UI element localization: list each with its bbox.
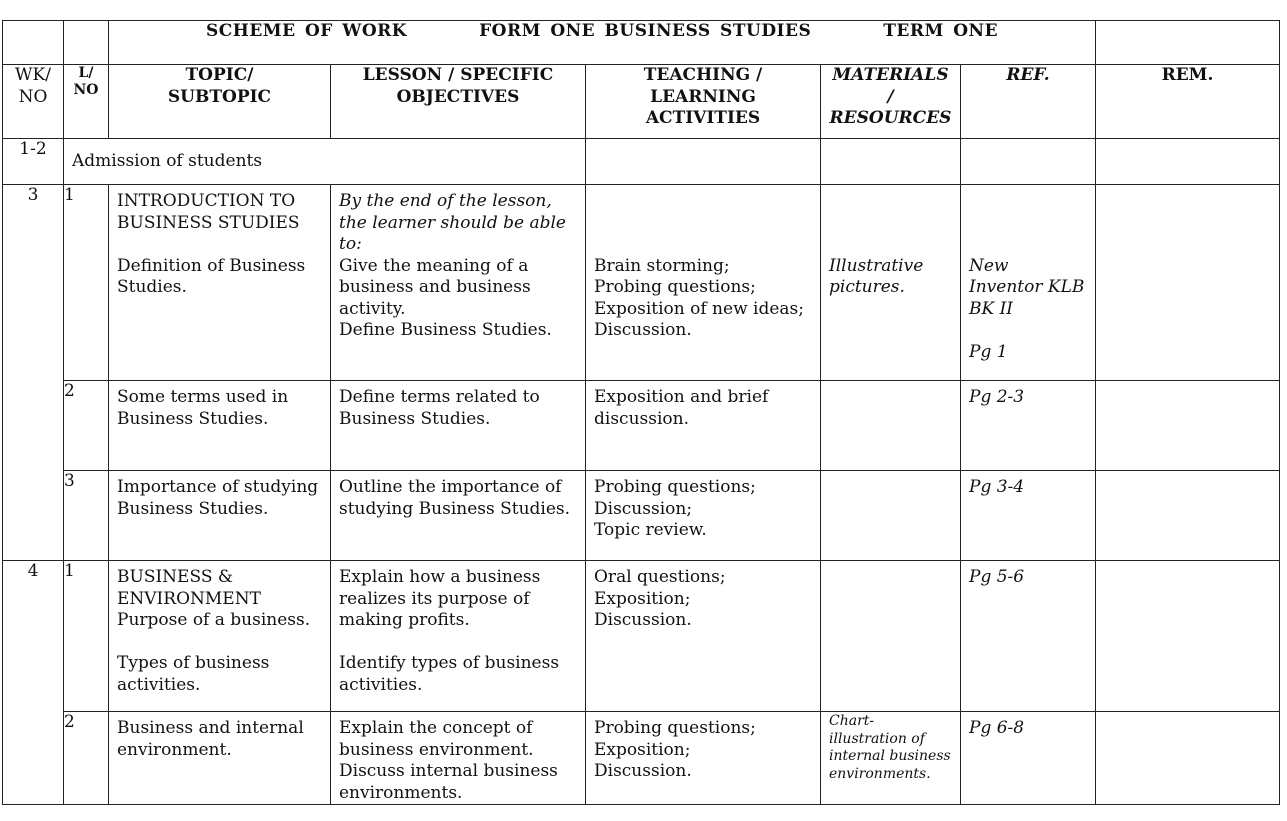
title-row: [3, 21, 1280, 65]
document-title: [109, 21, 1096, 65]
materials-cell: [821, 381, 961, 471]
header-activities: TEACHING / LEARNING ACTIVITIES: [586, 65, 821, 139]
week-number: 4: [3, 561, 64, 805]
ref-cell: Pg 6-8: [961, 712, 1096, 805]
lesson-number: 1: [64, 185, 109, 381]
week-number: 1-2: [3, 139, 64, 185]
table-row: [3, 561, 1280, 712]
topic-cell: BUSINESS & ENVIRONMENT Purpose of a business. Types of business activities.: [109, 561, 331, 712]
remarks-cell: [1096, 381, 1280, 471]
lesson-number: 2: [64, 381, 109, 471]
activities-cell: Probing questions; Discussion; Topic review.: [586, 471, 821, 561]
objectives-cell: Explain how a business realizes its purpose of making profits. Identify types of business activities.: [331, 561, 586, 712]
header-topic: TOPIC/ SUBTOPIC: [109, 65, 331, 139]
week-number: 3: [3, 185, 64, 561]
ref-cell: Pg 3-4: [961, 471, 1096, 561]
activities-cell: Probing questions; Exposition; Discussion.: [586, 712, 821, 805]
title-term: TERM ONE: [883, 21, 999, 41]
materials-cell: Chart- illustration of internal business environments.: [821, 712, 961, 805]
lesson-number: 3: [64, 471, 109, 561]
objectives-cell: Define terms related to Business Studies.: [331, 381, 586, 471]
materials-cell: [821, 471, 961, 561]
ref-cell: Pg 5-6: [961, 561, 1096, 712]
table-row: [3, 381, 1280, 471]
table-row: [3, 712, 1280, 805]
header-row: [3, 65, 1280, 139]
header-objectives: LESSON / SPECIFIC OBJECTIVES: [331, 65, 586, 139]
header-week: WK/ NO: [3, 65, 64, 139]
table-row: [3, 471, 1280, 561]
header-lesson: L/ NO: [64, 65, 109, 139]
title-form: FORM ONE BUSINESS STUDIES: [479, 21, 812, 41]
materials-cell: Illustrative pictures.: [821, 185, 961, 381]
header-rem: REM.: [1096, 65, 1280, 139]
objectives-cell: Explain the concept of business environment. Discuss internal business environments.: [331, 712, 586, 805]
topic-cell: Business and internal environment.: [109, 712, 331, 805]
remarks-cell: [1096, 561, 1280, 712]
topic-cell: INTRODUCTION TO BUSINESS STUDIES Definition of Business Studies.: [109, 185, 331, 381]
title-scheme: SCHEME OF WORK: [205, 21, 408, 41]
remarks-cell: [1096, 712, 1280, 805]
topic-cell: Importance of studying Business Studies.: [109, 471, 331, 561]
header-ref: REF.: [961, 65, 1096, 139]
topic-cell: Admission of students: [64, 139, 586, 185]
activities-cell: Oral questions; Exposition; Discussion.: [586, 561, 821, 712]
activities-cell: Brain storming; Probing questions; Exposition of new ideas; Discussion.: [586, 185, 821, 381]
remarks-cell: [1096, 185, 1280, 381]
scheme-of-work-table: [2, 20, 1280, 805]
lesson-number: 2: [64, 712, 109, 805]
table-row: [3, 185, 1280, 381]
ref-cell: New Inventor KLB BK II Pg 1: [961, 185, 1096, 381]
ref-cell: Pg 2-3: [961, 381, 1096, 471]
activities-cell: Exposition and brief discussion.: [586, 381, 821, 471]
objectives-cell: Outline the importance of studying Business Studies.: [331, 471, 586, 561]
materials-cell: [821, 561, 961, 712]
remarks-cell: [1096, 471, 1280, 561]
topic-cell: Some terms used in Business Studies.: [109, 381, 331, 471]
header-materials: MATERIALS / RESOURCES: [821, 65, 961, 139]
objectives-cell: By the end of the lesson, the learner should be able to: Give the meaning of a business and business activity. Define Business Studies.: [331, 185, 586, 381]
lesson-number: 1: [64, 561, 109, 712]
table-row: [3, 139, 1280, 185]
